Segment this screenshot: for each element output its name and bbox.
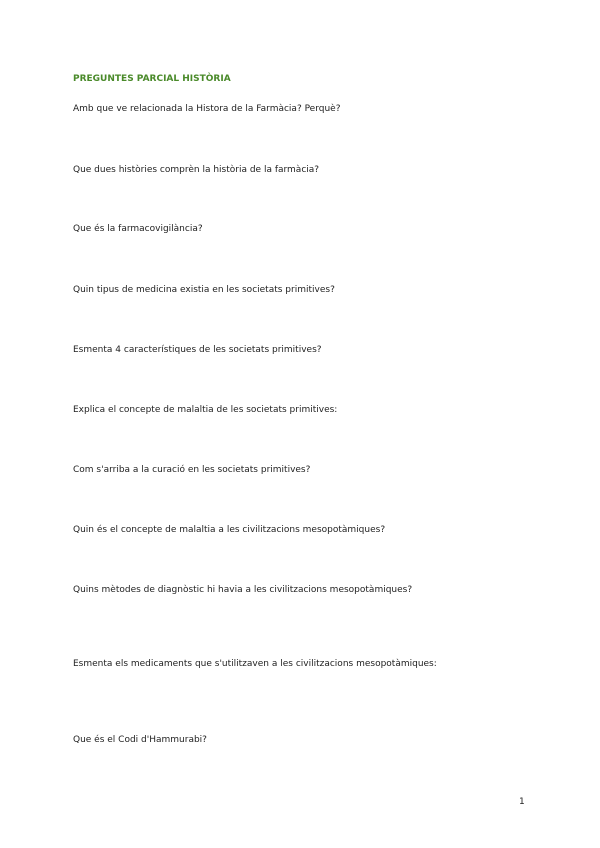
question-1: Amb que ve relacionada la Histora de la Farmàcia? Perquè? [73,104,341,114]
question-3: Que és la farmacovigilància? [73,224,203,234]
question-11: Que és el Codi d'Hammurabi? [73,735,207,745]
question-10: Esmenta els medicaments que s'utilitzaven a les civilitzacions mesopotàmiques: [73,659,437,669]
page-number: 1 [519,797,525,807]
question-5: Esmenta 4 característiques de les societats primitives? [73,345,322,355]
question-9: Quins mètodes de diagnòstic hi havia a les civilitzacions mesopotàmiques? [73,585,413,595]
question-8: Quin és el concepte de malaltia a les civilitzacions mesopotàmiques? [73,525,386,535]
document-title: PREGUNTES PARCIAL HISTÒRIA [73,74,231,84]
question-6: Explica el concepte de malaltia de les societats primitives: [73,405,338,415]
question-2: Que dues històries comprèn la història de la farmàcia? [73,165,320,175]
question-7: Com s'arriba a la curació en les societats primitives? [73,465,311,475]
question-4: Quin tipus de medicina existia en les societats primitives? [73,285,335,295]
